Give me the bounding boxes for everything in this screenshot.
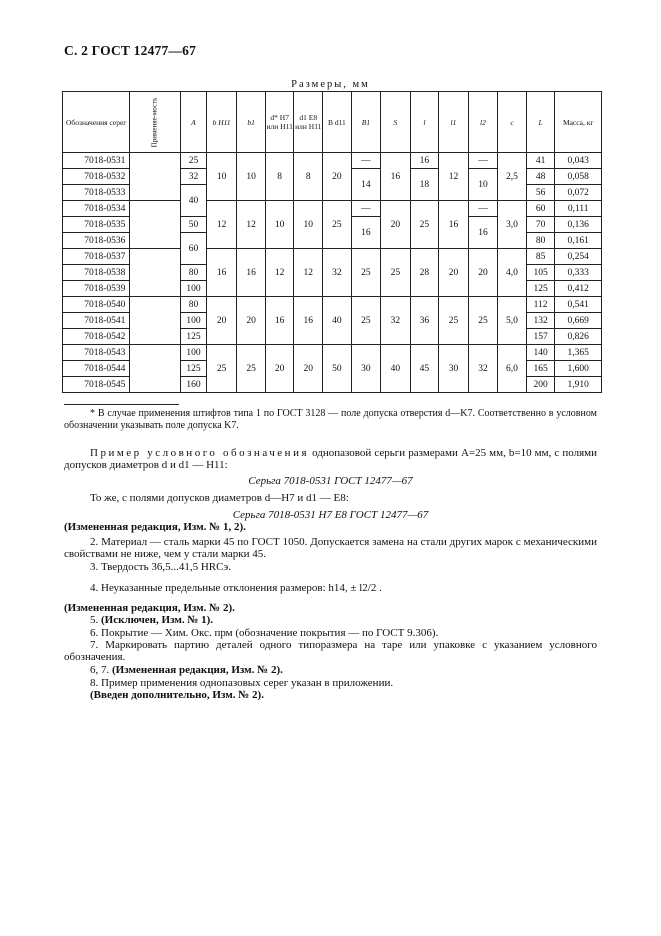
col-l: l <box>410 92 439 153</box>
table-row <box>63 153 602 169</box>
clause-5-text: (Исключен, Изм. № 1). <box>101 614 214 626</box>
designation-cell: 7018-0533 <box>63 185 130 201</box>
designation-cell: 7018-0544 <box>63 361 130 377</box>
footnote-divider <box>64 404 179 405</box>
l-total-cell: 60 <box>526 201 555 217</box>
col-l2: l2 <box>468 92 498 153</box>
l1-cell: 20 <box>439 249 469 297</box>
clause-6-7 <box>64 664 597 676</box>
l-total-cell: 85 <box>526 249 555 265</box>
mass-cell: 1,365 <box>555 345 602 361</box>
clause-4: 4. Неуказанные предельные отклонения размеров: h14, ± l2/2 . <box>90 582 382 594</box>
l2-cell: 20 <box>468 249 498 297</box>
a-cell: 100 <box>181 313 207 329</box>
designation-cell: 7018-0532 <box>63 169 130 185</box>
intro-note: (Введен дополнительно, Изм. № 2). <box>90 689 264 701</box>
a-cell: 25 <box>181 153 207 169</box>
b1-cell: 16 <box>237 249 266 297</box>
b1-small-cell: 25 <box>351 297 381 345</box>
l1-cell: 30 <box>439 345 469 393</box>
applicability-cell <box>130 153 181 201</box>
table-row <box>63 201 602 217</box>
mass-cell: 0,058 <box>555 169 602 185</box>
a-cell: 40 <box>181 185 207 217</box>
b1-cell: 20 <box>237 297 266 345</box>
designation-cell: 7018-0543 <box>63 345 130 361</box>
page-header: С. 2 ГОСТ 12477—67 <box>64 43 197 58</box>
mass-cell: 0,043 <box>555 153 602 169</box>
designation-cell: 7018-0540 <box>63 297 130 313</box>
l-total-cell: 157 <box>526 329 555 345</box>
col-mass: Масса, кг <box>555 92 602 153</box>
l-total-cell: 70 <box>526 217 555 233</box>
s-cell: 16 <box>381 153 411 201</box>
table-caption: Размеры, мм <box>291 79 370 90</box>
s-cell: 25 <box>381 249 411 297</box>
designation-cell: 7018-0545 <box>63 377 130 393</box>
l2-cell: 16 <box>468 217 498 249</box>
applicability-cell <box>130 297 181 345</box>
mass-cell: 0,826 <box>555 329 602 345</box>
l2-cell: 32 <box>468 345 498 393</box>
l-total-cell: 165 <box>526 361 555 377</box>
b1-cell: 25 <box>237 345 266 393</box>
a-cell: 160 <box>181 377 207 393</box>
l-cell: 45 <box>410 345 439 393</box>
mass-cell: 0,072 <box>555 185 602 201</box>
b1-upper-cell: — <box>351 201 381 217</box>
l1-cell: 12 <box>439 153 469 201</box>
designation-cell: 7018-0539 <box>63 281 130 297</box>
b-cell: 25 <box>206 345 237 393</box>
footnote: * В случае применения штифтов типа 1 по ГОСТ 3128 — поле допуска отверстия d—K7. Соответственно в условном обозначении указывать поле допуска K7. <box>64 408 597 431</box>
l-total-cell: 200 <box>526 377 555 393</box>
a-cell: 100 <box>181 345 207 361</box>
a-cell: 80 <box>181 297 207 313</box>
s-cell: 32 <box>381 297 411 345</box>
example-text-2: То же, с полями допусков диаметров d—H7 и d1 — E8: <box>90 492 349 504</box>
c-cell: 2,5 <box>498 153 527 201</box>
b1-lower-cell: 14 <box>351 169 381 201</box>
s-cell: 20 <box>381 201 411 249</box>
col-b: b H11 <box>206 92 237 153</box>
big-b-cell: 25 <box>323 201 352 249</box>
dimensions-table <box>62 91 602 393</box>
col-applicability: Применяе-мость <box>130 92 181 153</box>
example-text: однопазовой серьги размерами A=25 мм, b=10 мм, с полями допусков диаметров d и d1 — H11: <box>64 447 597 471</box>
c-cell: 6,0 <box>498 345 527 393</box>
col-c: c <box>498 92 527 153</box>
l-cell: 36 <box>410 297 439 345</box>
designation-cell: 7018-0536 <box>63 233 130 249</box>
clause-5 <box>64 614 597 626</box>
col-A: A <box>181 92 207 153</box>
col-L: L <box>526 92 555 153</box>
designation-cell: 7018-0534 <box>63 201 130 217</box>
example-code-1: Серьга 7018-0531 ГОСТ 12477—67 <box>248 475 413 487</box>
l2-cell: 10 <box>468 169 498 201</box>
l1-cell: 25 <box>439 297 469 345</box>
l-total-cell: 112 <box>526 297 555 313</box>
l-cell: 18 <box>410 169 439 201</box>
b1-cell: 12 <box>237 201 266 249</box>
c-cell: 4,0 <box>498 249 527 297</box>
example-paragraph <box>64 447 597 471</box>
big-b-cell: 50 <box>323 345 352 393</box>
d-cell: 12 <box>265 249 294 297</box>
designation-cell: 7018-0535 <box>63 217 130 233</box>
designation-cell: 7018-0531 <box>63 153 130 169</box>
a-cell: 125 <box>181 329 207 345</box>
b1-cell: 10 <box>237 153 266 201</box>
example-code-2: Серьга 7018-0531 H7 E8 ГОСТ 12477—67 <box>232 509 429 521</box>
col-l1: l1 <box>439 92 469 153</box>
d1-cell: 20 <box>294 345 323 393</box>
b1-lower-cell: 16 <box>351 217 381 249</box>
b-cell: 12 <box>206 201 237 249</box>
s-cell: 40 <box>381 345 411 393</box>
d-cell: 20 <box>265 345 294 393</box>
table-row <box>63 297 602 313</box>
d-cell: 10 <box>265 201 294 249</box>
d-cell: 16 <box>265 297 294 345</box>
l-cell: 28 <box>410 249 439 297</box>
l-total-cell: 105 <box>526 265 555 281</box>
a-cell: 80 <box>181 265 207 281</box>
col-d1: d1 E8 или H11 <box>294 92 323 153</box>
big-b-cell: 32 <box>323 249 352 297</box>
example-lead: Пример условного обозначения <box>90 447 310 459</box>
a-cell: 32 <box>181 169 207 185</box>
c-cell: 5,0 <box>498 297 527 345</box>
l-cell: 16 <box>410 153 439 169</box>
b-cell: 10 <box>206 153 237 201</box>
l-total-cell: 48 <box>526 169 555 185</box>
clause-6: 6. Покрытие — Хим. Окс. прм (обозначение покрытия — по ГОСТ 9.306). <box>90 627 439 639</box>
clause-3: 3. Твердость 36,5...41,5 HRCэ. <box>90 561 231 573</box>
l-total-cell: 140 <box>526 345 555 361</box>
mass-cell: 0,412 <box>555 281 602 297</box>
clause-6-7-number: 6, 7. <box>90 664 112 676</box>
l-total-cell: 132 <box>526 313 555 329</box>
revision-note-2: (Измененная редакция, Изм. № 2). <box>64 602 235 614</box>
col-B: B d11 <box>323 92 352 153</box>
applicability-cell <box>130 345 181 393</box>
col-S: S <box>381 92 411 153</box>
designation-cell: 7018-0542 <box>63 329 130 345</box>
applicability-cell <box>130 249 181 297</box>
d1-cell: 8 <box>294 153 323 201</box>
big-b-cell: 40 <box>323 297 352 345</box>
d1-cell: 10 <box>294 201 323 249</box>
revision-note-1: (Измененная редакция, Изм. № 1, 2). <box>64 521 246 533</box>
col-d: d* H7 или H11 <box>265 92 294 153</box>
clause-8: 8. Пример применения однопазовых серег указан в приложении. <box>90 677 394 689</box>
mass-cell: 0,136 <box>555 217 602 233</box>
col-designation: Обозначения серег <box>63 92 130 153</box>
big-b-cell: 20 <box>323 153 352 201</box>
l2-cell: — <box>468 153 498 169</box>
col-b1: b1 <box>237 92 266 153</box>
b1-upper-cell: — <box>351 153 381 169</box>
mass-cell: 0,254 <box>555 249 602 265</box>
b-cell: 16 <box>206 249 237 297</box>
d-cell: 8 <box>265 153 294 201</box>
clause-7: 7. Маркировать партию деталей одного типоразмера на таре или упаковке с указанием условного обозначения. <box>64 639 597 663</box>
b-cell: 20 <box>206 297 237 345</box>
a-cell: 50 <box>181 217 207 233</box>
l-total-cell: 125 <box>526 281 555 297</box>
applicability-cell <box>130 201 181 249</box>
clause-2: 2. Материал — сталь марки 45 по ГОСТ 1050. Допускается замена на стали других марок с механическими свойствами не ниже, чем у стали марки 45. <box>64 536 597 560</box>
l1-cell: 16 <box>439 201 469 249</box>
col-B1: B1 <box>351 92 381 153</box>
mass-cell: 0,161 <box>555 233 602 249</box>
d1-cell: 12 <box>294 249 323 297</box>
clause-5-number: 5. <box>90 614 101 626</box>
mass-cell: 0,111 <box>555 201 602 217</box>
b1-small-cell: 25 <box>351 249 381 297</box>
a-cell: 60 <box>181 233 207 265</box>
table-header-row <box>63 92 602 153</box>
mass-cell: 1,910 <box>555 377 602 393</box>
designation-cell: 7018-0541 <box>63 313 130 329</box>
l-total-cell: 80 <box>526 233 555 249</box>
l2-cell: — <box>468 201 498 217</box>
mass-cell: 0,333 <box>555 265 602 281</box>
l-cell: 25 <box>410 201 439 249</box>
l-total-cell: 41 <box>526 153 555 169</box>
a-cell: 100 <box>181 281 207 297</box>
mass-cell: 1,600 <box>555 361 602 377</box>
designation-cell: 7018-0538 <box>63 265 130 281</box>
designation-cell: 7018-0537 <box>63 249 130 265</box>
c-cell: 3,0 <box>498 201 527 249</box>
table-row <box>63 249 602 265</box>
table-row <box>63 345 602 361</box>
b1-small-cell: 30 <box>351 345 381 393</box>
a-cell: 125 <box>181 361 207 377</box>
l-total-cell: 56 <box>526 185 555 201</box>
d1-cell: 16 <box>294 297 323 345</box>
mass-cell: 0,669 <box>555 313 602 329</box>
l2-cell: 25 <box>468 297 498 345</box>
mass-cell: 0,541 <box>555 297 602 313</box>
clause-6-7-text: (Измененная редакция, Изм. № 2). <box>112 664 283 676</box>
